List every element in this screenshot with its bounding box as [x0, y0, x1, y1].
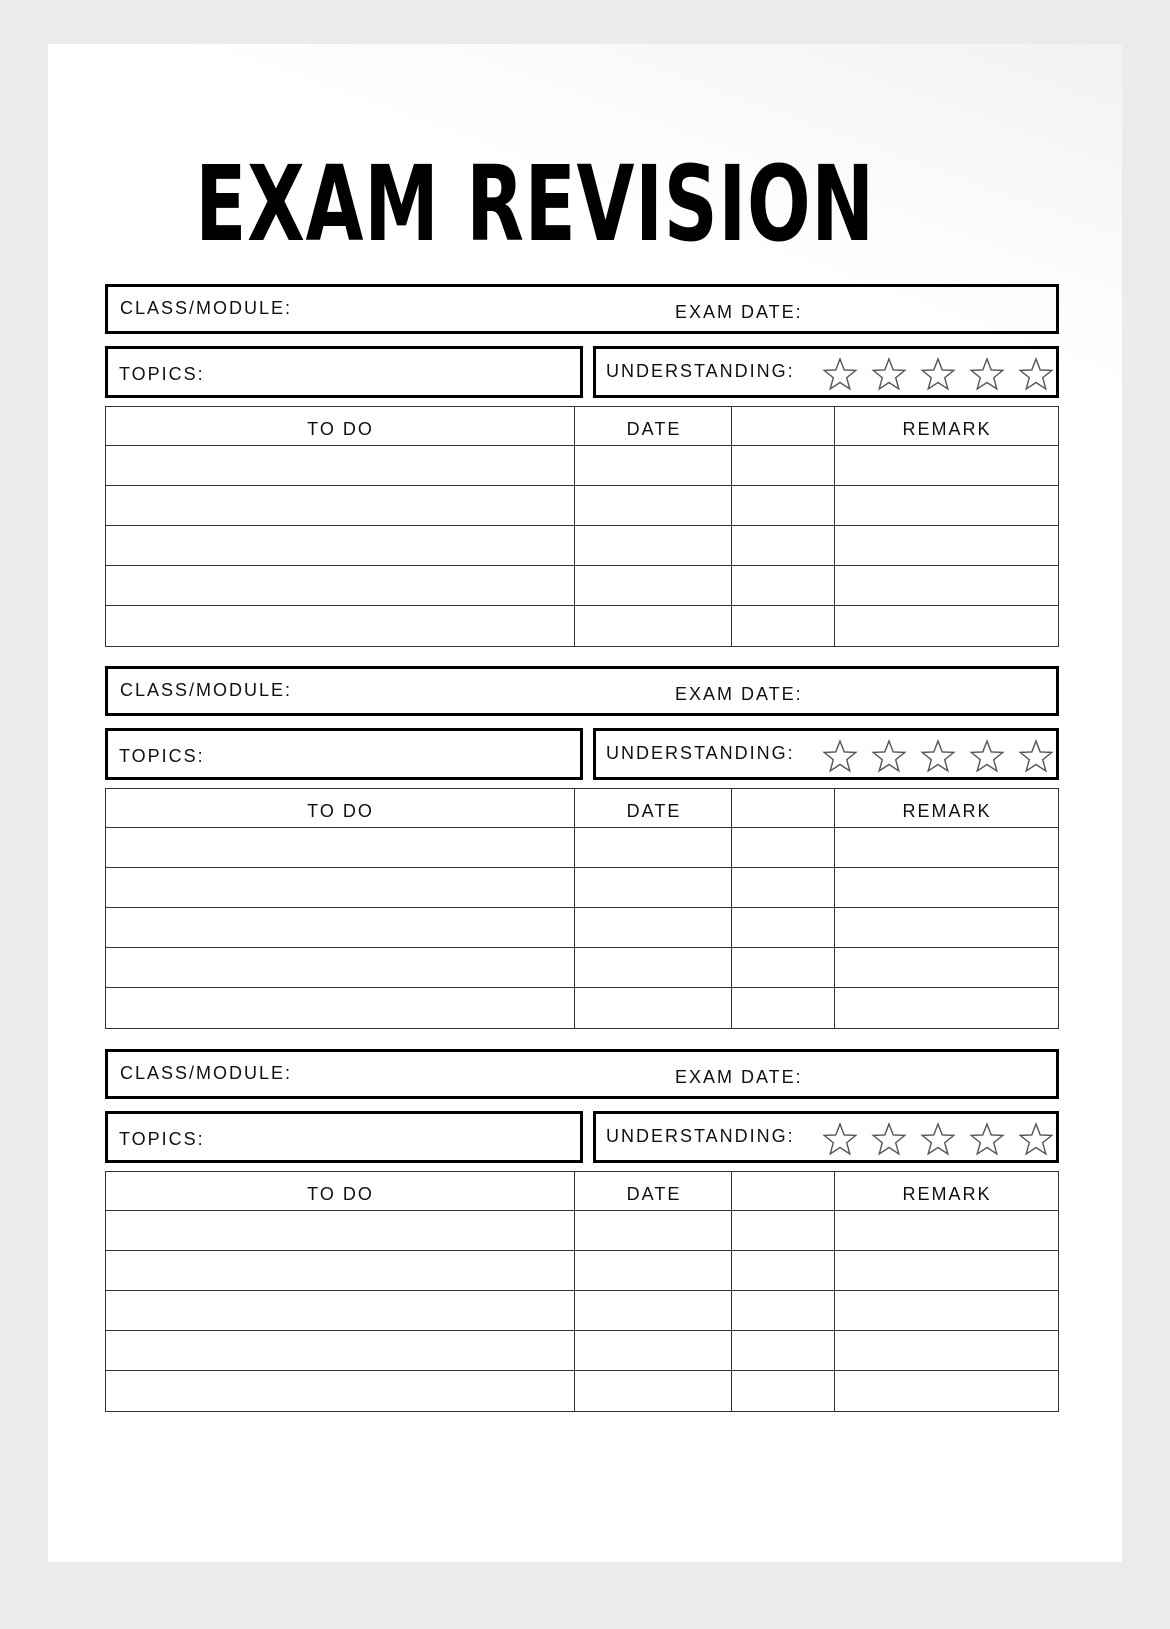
remark-header: REMARK	[902, 1184, 992, 1204]
exam-date-label: EXAM DATE:	[675, 684, 803, 704]
understanding-rating	[822, 357, 1054, 391]
understanding-rating	[822, 739, 1054, 773]
topics-label: TOPICS:	[119, 746, 205, 766]
class-module-label: CLASS/MODULE:	[120, 1063, 293, 1083]
remark-header: REMARK	[902, 801, 992, 821]
topics-label: TOPICS:	[119, 1129, 205, 1149]
table-row	[106, 525, 1058, 526]
star-outline-icon[interactable]	[1018, 739, 1054, 773]
table-row	[106, 1370, 1058, 1371]
exam-date-label: EXAM DATE:	[675, 302, 803, 322]
table-row	[106, 1210, 1058, 1211]
topics-box	[105, 728, 583, 780]
table-row	[106, 485, 1058, 486]
star-outline-icon[interactable]	[822, 1122, 858, 1156]
understanding-label: UNDERSTANDING:	[606, 1126, 795, 1146]
topics-label: TOPICS:	[119, 364, 205, 384]
worksheet-page	[48, 44, 1122, 1562]
table-row	[106, 827, 1058, 828]
understanding-label: UNDERSTANDING:	[606, 743, 795, 763]
class-module-label: CLASS/MODULE:	[120, 680, 293, 700]
star-outline-icon[interactable]	[969, 357, 1005, 391]
todo-header: TO DO	[307, 419, 374, 439]
star-outline-icon[interactable]	[871, 1122, 907, 1156]
understanding-box	[593, 1111, 1059, 1163]
table-row	[106, 1250, 1058, 1251]
table-row	[106, 605, 1058, 606]
star-outline-icon[interactable]	[1018, 357, 1054, 391]
star-outline-icon[interactable]	[822, 357, 858, 391]
date-header: DATE	[626, 1184, 682, 1204]
table-divider	[834, 1172, 835, 1411]
table-divider	[731, 1172, 732, 1411]
star-outline-icon[interactable]	[871, 357, 907, 391]
understanding-box	[593, 346, 1059, 398]
table-divider	[574, 407, 575, 646]
star-outline-icon[interactable]	[920, 739, 956, 773]
table-divider	[731, 407, 732, 646]
understanding-box	[593, 728, 1059, 780]
todo-table	[105, 1171, 1059, 1412]
topics-box	[105, 1111, 583, 1163]
star-outline-icon[interactable]	[969, 1122, 1005, 1156]
todo-table	[105, 406, 1059, 647]
table-row	[106, 987, 1058, 988]
page-title: EXAM REVISION	[195, 143, 875, 265]
table-divider	[731, 789, 732, 1028]
date-header: DATE	[626, 801, 682, 821]
star-outline-icon[interactable]	[871, 739, 907, 773]
table-divider	[834, 407, 835, 646]
star-outline-icon[interactable]	[920, 357, 956, 391]
star-outline-icon[interactable]	[1018, 1122, 1054, 1156]
class-module-row	[105, 666, 1059, 716]
table-row	[106, 445, 1058, 446]
table-row	[106, 565, 1058, 566]
table-row	[106, 1330, 1058, 1331]
todo-header: TO DO	[307, 801, 374, 821]
date-header: DATE	[626, 419, 682, 439]
table-divider	[574, 789, 575, 1028]
todo-header: TO DO	[307, 1184, 374, 1204]
remark-header: REMARK	[902, 419, 992, 439]
class-module-row	[105, 284, 1059, 334]
table-row	[106, 1290, 1058, 1291]
todo-table	[105, 788, 1059, 1029]
class-module-row	[105, 1049, 1059, 1099]
table-row	[106, 947, 1058, 948]
topics-box	[105, 346, 583, 398]
star-outline-icon[interactable]	[822, 739, 858, 773]
table-row	[106, 907, 1058, 908]
class-module-label: CLASS/MODULE:	[120, 298, 293, 318]
exam-date-label: EXAM DATE:	[675, 1067, 803, 1087]
table-divider	[834, 789, 835, 1028]
star-outline-icon[interactable]	[920, 1122, 956, 1156]
understanding-rating	[822, 1122, 1054, 1156]
table-row	[106, 867, 1058, 868]
table-divider	[574, 1172, 575, 1411]
star-outline-icon[interactable]	[969, 739, 1005, 773]
understanding-label: UNDERSTANDING:	[606, 361, 795, 381]
